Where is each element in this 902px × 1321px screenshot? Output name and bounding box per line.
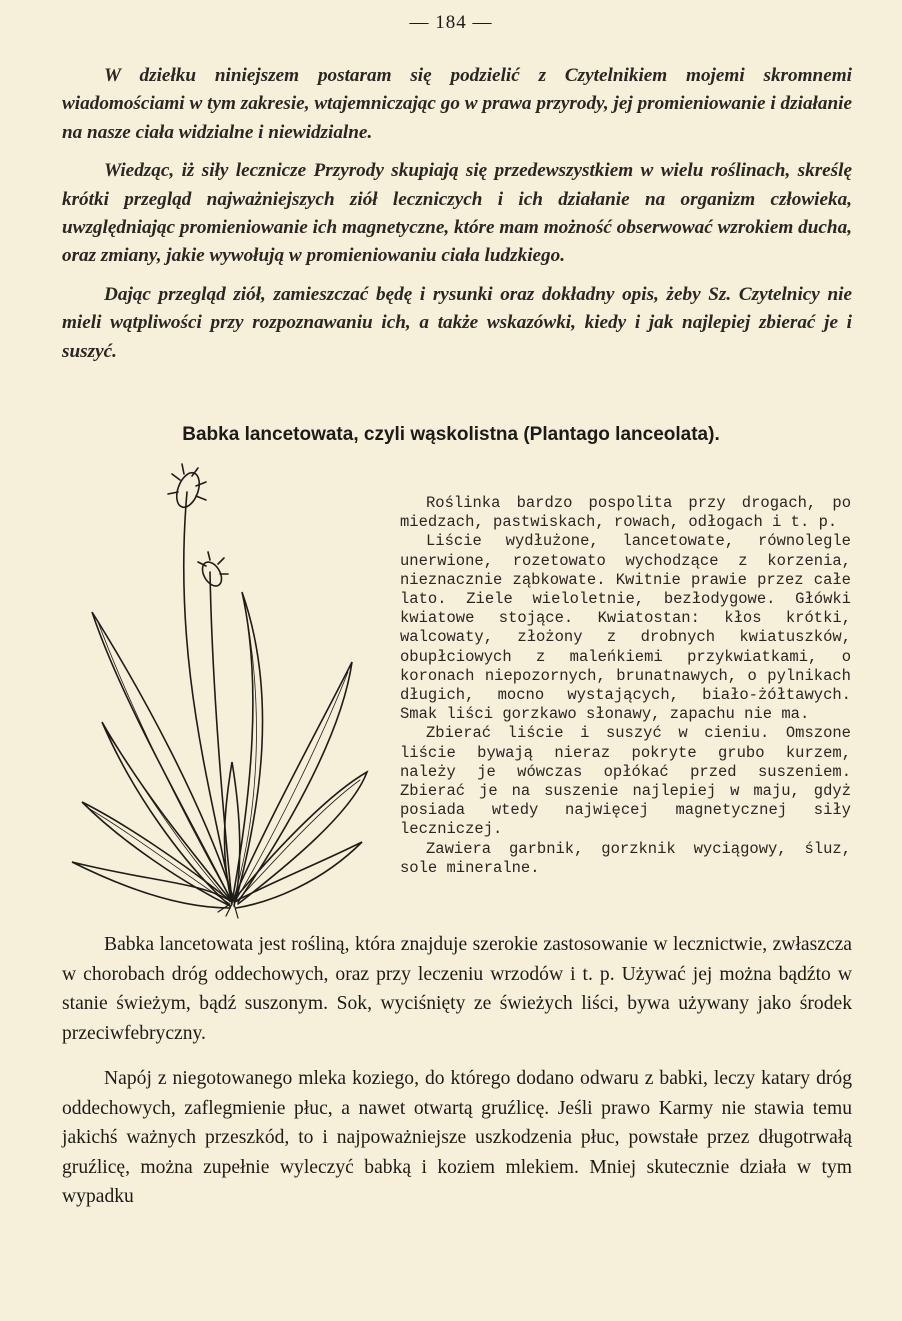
flower-stalk: [210, 572, 232, 902]
description-paragraph: Zawiera garbnik, gorzknik wyciągowy, śluz, sole mineralne.: [400, 839, 851, 877]
leaf: [232, 592, 263, 902]
body-paragraph: Napój z niegotowanego mleka koziego, do którego dodano odwaru z babki, leczy katary dróg oddechowych, zaflegmienie płuc, a nawet otwartą gruźlicę. Jeśli prawo Karmy nie stawia temu jakichś ważnych przeszkód, to i najpoważniejsze uszkodzenia płuc, powstałe przez długotrwałą gruźlicę, można zupełnie wyleczyć babką i koziem mlekiem. Mniej skutecznie działa w tym wypadku: [62, 1068, 852, 1207]
description-paragraph: Liście wydłużone, lancetowate, równolegle unerwione, rozetowato wychodzące z korzenia, nieznacznie ząbkowate. Kwitnie prawie przez całe lato. Ziele wieloletnie, bezłodygowe. Główki kwiatowe stojące. Kwiatostan: kłos krótki, walcowaty, złożony z drobnych kwiatuszków, obupłciowych z maleńkiemi przykwiatkami, o koronach niepozornych, brunatnawych, o pylnikach długich, mocno wystających, biało-żółtawych. Smak liści gorzkawo słonawy, zapachu nie ma.: [400, 532, 851, 724]
flower-head: [172, 470, 203, 511]
herb-heading: Babka lancetowata, czyli wąskolistna (Plantago lanceolata).: [182, 424, 720, 445]
herb-description: [400, 494, 851, 878]
roots: [218, 904, 238, 918]
page-number: — 184 —: [409, 12, 493, 33]
description-paragraph: Zbierać liście i suszyć w cieniu. Omszone liście bywają nieraz pokryte grubo kurzem, należy je wówczas opłókać przed suszeniem. Zbierać je na suszenie najlepiej w maju, gdyż posiada wtedy najwięcej magnetycznej siły leczniczej.: [400, 724, 851, 839]
leaf: [234, 842, 362, 908]
leaf: [102, 722, 232, 906]
intro-paragraph: Dając przegląd ziół, zamieszczać będę i rysunki oraz dokładny opis, żeby Sz. Czytelnicy nie mieli wątpliwości przy rozpoznawaniu ich, a także wskazówki, kiedy i jak najlepiej zbierać je i suszyć.: [62, 283, 852, 362]
description-paragraph: Roślinka bardzo pospolita przy drogach, po miedzach, pastwiskach, rowach, odłogach i t. p.: [400, 494, 851, 532]
intro-section: [62, 62, 852, 376]
plantago-illustration: [62, 462, 382, 922]
intro-paragraph: W dziełku niniejszem postaram się podzielić z Czytelnikiem mojemi skromnemi wiadomościami w tym zakresie, wtajemniczając go w prawa przyrody, jej promieniowanie i działanie na nasze ciała widzialne i niewidzialne.: [62, 65, 852, 143]
intro-paragraph: Wiedząc, iż siły lecznicze Przyrody skupiają się przedewszystkiem w wielu roślinach, skreślę krótki przegląd najważniejszych ziół leczniczych i ich działanie na organizm człowieka, uwzględniając promieniowanie ich magnetyczne, które mam możność obserwować wzrokiem ducha, oraz zmiany, jakie wywołują w promieniowaniu ciała ludzkiego.: [62, 160, 852, 267]
main-text: [62, 930, 852, 1228]
body-paragraph: Babka lancetowata jest rośliną, która znajduje szerokie zastosowanie w lecznictwie, zwłaszcza w chorobach dróg oddechowych, oraz przy leczeniu wrzodów i t. p. Używać jej można bądźto w stanie świeżym, bądź suszonym. Sok, wyciśnięty ze świeżych liści, bywa używany jako środek przeciwfebryczny.: [62, 934, 852, 1044]
